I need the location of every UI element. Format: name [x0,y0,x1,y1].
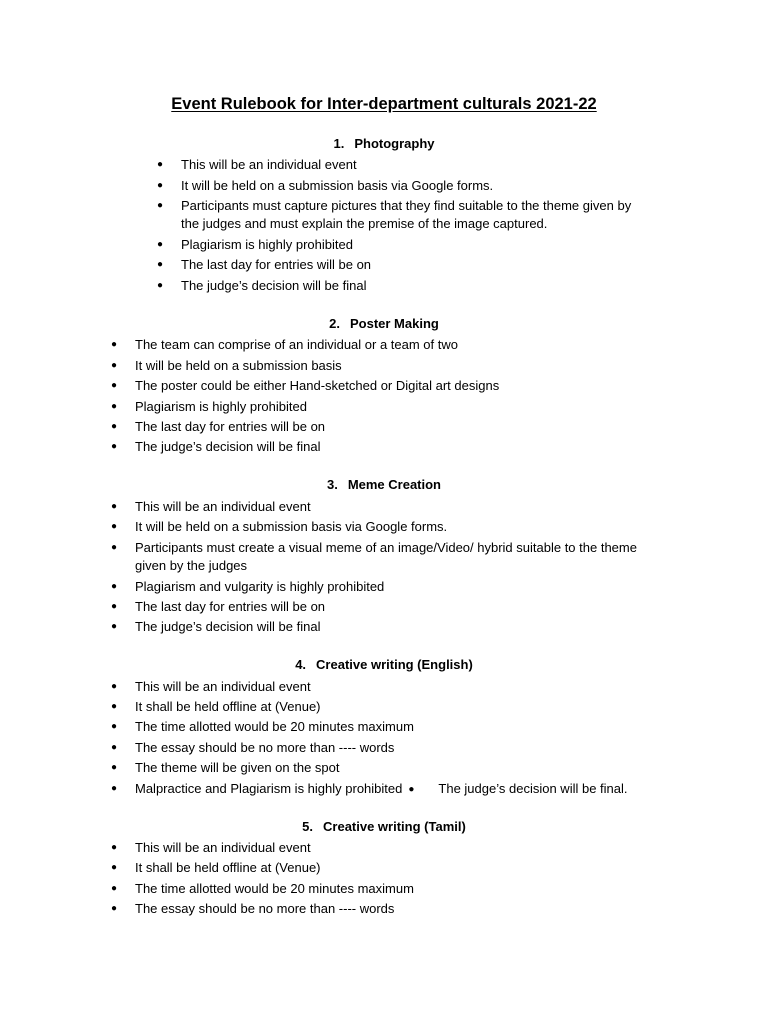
bullet-icon: ● [111,903,118,914]
bullet-icon: ● [111,401,118,412]
section-title: Creative writing (Tamil) [323,819,466,834]
bullet-icon: ● [111,542,118,553]
document-page: Event Rulebook for Inter-department culturals 2021-22 1. Photography ● This will be an individual event ● It will be held on a submission basis via Google forms. ● Participants must capture pictures that they find suitable to the theme given by the judges and must explain the premise of the image captured. ● Plagiarism is highly prohibited ● The last day for entries will be on ● The judge’s decision will be final 2. Poster Making ● The team can comprise of an individual or a team of two ● It will be held on a submission basis ● The poster could be either Hand-sketched or Digital art designs ● Plagiarism is highly prohibited ● The last day for entries will be on ● The judge’s decision will be final 3. Meme Creation ● This will be an individual event ● It will be held on a submission basis via Google forms. ● Participants must create a visual meme of an image/Video/ hybrid suitable to the theme given by the judges ● Plagiarism and vulgarity is highly prohibited ● The last day for entries will be on ● The judge’s decision will be final 4. Creative writing (English) ● This will be an individual event ● It shall be held offline at (Venue) ● The time allotted would be 20 minutes maximum ● The essay should be no more than ---- words ● The theme will be given on the spot ● Malpractice and Plagiarism is highly prohibited ● The judge’s decision will be final. 5. Creative writing (Tamil) ● This will be an individual event ● It shall be held offline at (Venue) ● The time allotted would be 20 minutes maximum ● The essay should be no more than ---- words [0,0,768,1024]
bullet-icon: ● [111,380,118,391]
bullet-icon: ● [111,681,118,692]
bullet-icon: ● [111,742,118,753]
bullet-icon: ● [111,721,118,732]
section-heading-poster-making [0,316,768,331]
section-number: 1. [333,136,345,151]
bullet-icon: ● [111,581,118,592]
bullet-icon: ● [111,783,118,794]
bullet-icon: ● [157,180,164,191]
document-title: Event Rulebook for Inter-department culturals 2021-22 [171,95,597,113]
bullet-icon: ● [157,159,164,170]
section-heading-creative-writing-tamil [0,819,768,834]
bullet-icon: ● [111,883,118,894]
bullet-icon: ● [111,762,118,773]
bullet-icon: ● [111,339,118,350]
bullet-icon: ● [111,842,118,853]
bullet-icon: ● [111,621,118,632]
bullet-icon: ● [111,441,118,452]
section-number: 2. [329,316,340,331]
bullet-icon: ● [111,501,118,512]
section-heading-photography [0,136,768,151]
bullet-icon: ● [111,862,118,873]
section-number: 3. [326,477,338,492]
bullet-icon: ● [111,701,118,712]
section-title: Creative writing (English) [316,657,473,672]
bullet-icon: ● [157,280,164,291]
section-heading-meme-creation [0,477,768,492]
section-title: Poster Making [349,316,439,331]
bullet-icon: ● [408,784,415,795]
bullet-icon: ● [111,601,118,612]
bullet-icon: ● [111,421,118,432]
section-title: Meme Creation [347,477,442,492]
bullet-icon: ● [111,360,118,371]
section-title: Photography [354,136,435,151]
bullet-icon: ● [157,259,164,270]
section-number: 4. [295,657,307,672]
section-heading-creative-writing-english [0,657,768,672]
bullet-icon: ● [157,239,164,250]
section-number: 5. [302,819,314,834]
bullet-icon: ● [111,521,118,532]
bullet-icon: ● [157,200,164,211]
